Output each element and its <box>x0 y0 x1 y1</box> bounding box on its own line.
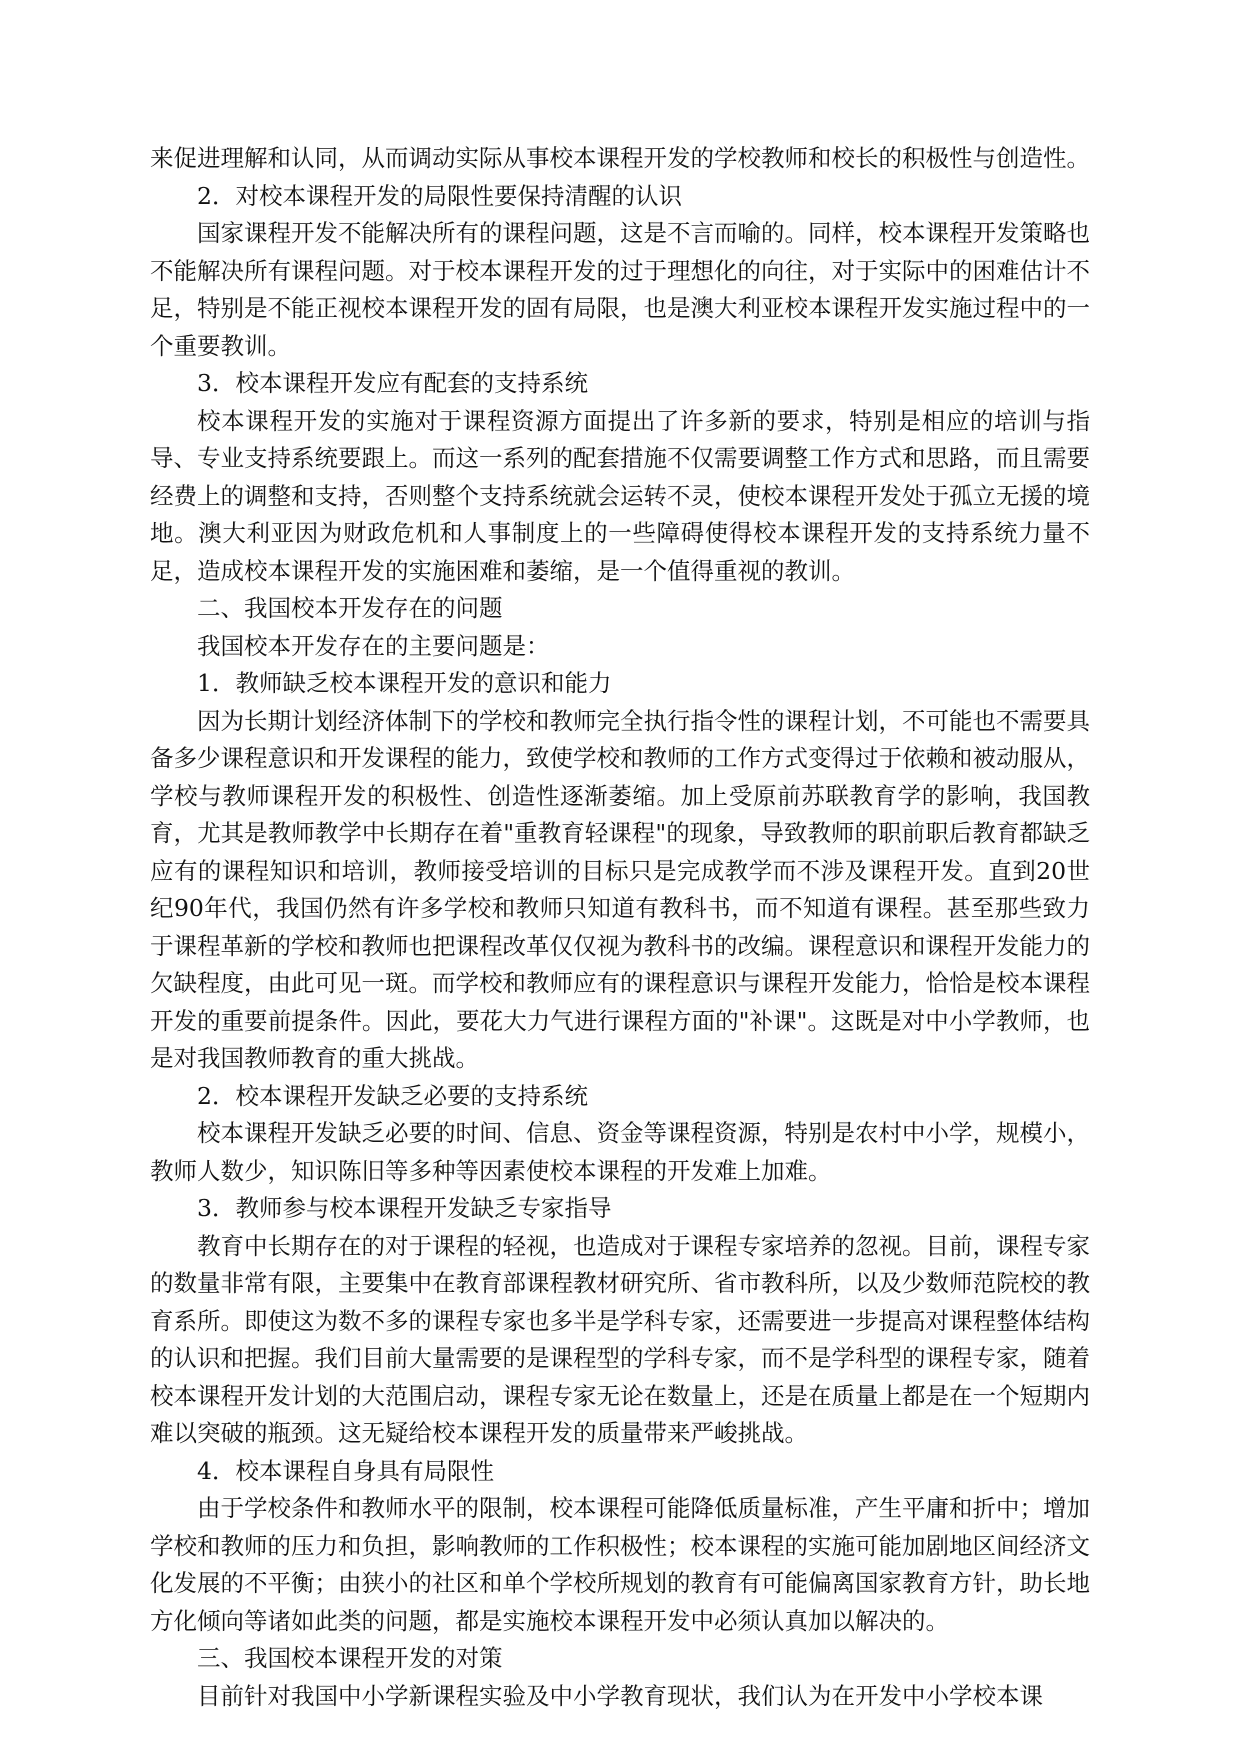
paragraph-countermeasures: 目前针对我国中小学新课程实验及中小学教育现状，我们认为在开发中小学校本课 <box>197 1681 1043 1710</box>
subheading-limitations: 2．对校本课程开发的局限性要保持清醒的认识 <box>197 181 682 210</box>
subheading-inherent-limits: 4．校本课程自身具有局限性 <box>197 1456 494 1485</box>
paragraph-teacher-awareness: 因为长期计划经济体制下的学校和教师完全执行指令性的课程计划，不可能也不需要具备多少课程意识和开发课程的能力，致使学校和教师的工作方式变得过于依赖和被动服从，学校与教师课程开发的积极性、创造性逐渐萎缩。加上受原前苏联教育学的影响，我国教育，尤其是教师教学中长期存在着"重教育轻课程"的现象，导致教师的职前职后教育都缺乏应有的课程知识和培训，教师接受培训的目标只是完成教学而不涉及课程开发。直到20世纪90年代，我国仍然有许多学校和教师只知道有教科书，而不知道有课程。甚至那些致力于课程革新的学校和教师也把课程改革仅仅视为教科书的改编。课程意识和课程开发能力的欠缺程度，由此可见一斑。而学校和教师应有的课程意识与课程开发能力，恰恰是校本课程开发的重要前提条件。因此，要花大力气进行课程方面的"补课"。这既是对中小学教师，也是对我国教师教育的重大挑战。 <box>150 706 1090 1072</box>
paragraph-lack-support: 校本课程开发缺乏必要的时间、信息、资金等课程资源，特别是农村中小学，规模小，教师人数少，知识陈旧等多种等因素使校本课程的开发难上加难。 <box>150 1119 1090 1185</box>
paragraph-limitations: 国家课程开发不能解决所有的课程问题，这是不言而喻的。同样，校本课程开发策略也不能解决所有课程问题。对于校本课程开发的过于理想化的向往，对于实际中的困难估计不足，特别是不能正视校本课程开发的固有局限，也是澳大利亚校本课程开发实施过程中的一个重要教训。 <box>150 219 1090 360</box>
document-page <box>150 140 1090 1715</box>
subheading-expert-guidance: 3．教师参与校本课程开发缺乏专家指导 <box>197 1194 612 1222</box>
section-heading-countermeasures: 三、我国校本课程开发的对策 <box>197 1644 503 1672</box>
subheading-lack-support: 2．校本课程开发缺乏必要的支持系统 <box>197 1081 588 1110</box>
subheading-teacher-awareness: 1．教师缺乏校本课程开发的意识和能力 <box>197 669 612 697</box>
subheading-support-system: 3．校本课程开发应有配套的支持系统 <box>197 369 588 397</box>
paragraph-support-system: 校本课程开发的实施对于课程资源方面提出了许多新的要求，特别是相应的培训与指导、专业支持系统要跟上。而这一系列的配套措施不仅需要调整工作方式和思路，而且需要经费上的调整和支持，否则整个支持系统就会运转不灵，使校本课程开发处于孤立无援的境地。澳大利亚因为财政危机和人事制度上的一些障碍使得校本课程开发的支持系统力量不足，造成校本课程开发的实施困难和萎缩，是一个值得重视的教训。 <box>150 406 1090 585</box>
paragraph-inherent-limits: 由于学校条件和教师水平的限制，校本课程可能降低质量标准，产生平庸和折中；增加学校和教师的压力和负担，影响教师的工作积极性；校本课程的实施可能加剧地区间经济文化发展的不平衡；由狭小的社区和单个学校所规划的教育有可能偏离国家教育方针，助长地方化倾向等诸如此类的问题，都是实施校本课程开发中必须认真加以解决的。 <box>150 1494 1090 1635</box>
paragraph-main-problems-intro: 我国校本开发存在的主要问题是： <box>197 631 550 660</box>
section-heading-problems: 二、我国校本开发存在的问题 <box>197 594 503 622</box>
paragraph-expert-guidance: 教育中长期存在的对于课程的轻视，也造成对于课程专家培养的忽视。目前，课程专家的数量非常有限，主要集中在教育部课程教材研究所、省市教科所，以及少数师范院校的教育系所。即使这为数不多的课程专家也多半是学科专家，还需要进一步提高对课程整体结构的认识和把握。我们目前大量需要的是课程型的学科专家，而不是学科型的课程专家，随着校本课程开发计划的大范围启动，课程专家无论在数量上，还是在质量上都是在一个短期内难以突破的瓶颈。这无疑给校本课程开发的质量带来严峻挑战。 <box>150 1231 1090 1447</box>
paragraph-continuation: 来促进理解和认同，从而调动实际从事校本课程开发的学校教师和校长的积极性与创造性。 <box>150 144 1090 172</box>
